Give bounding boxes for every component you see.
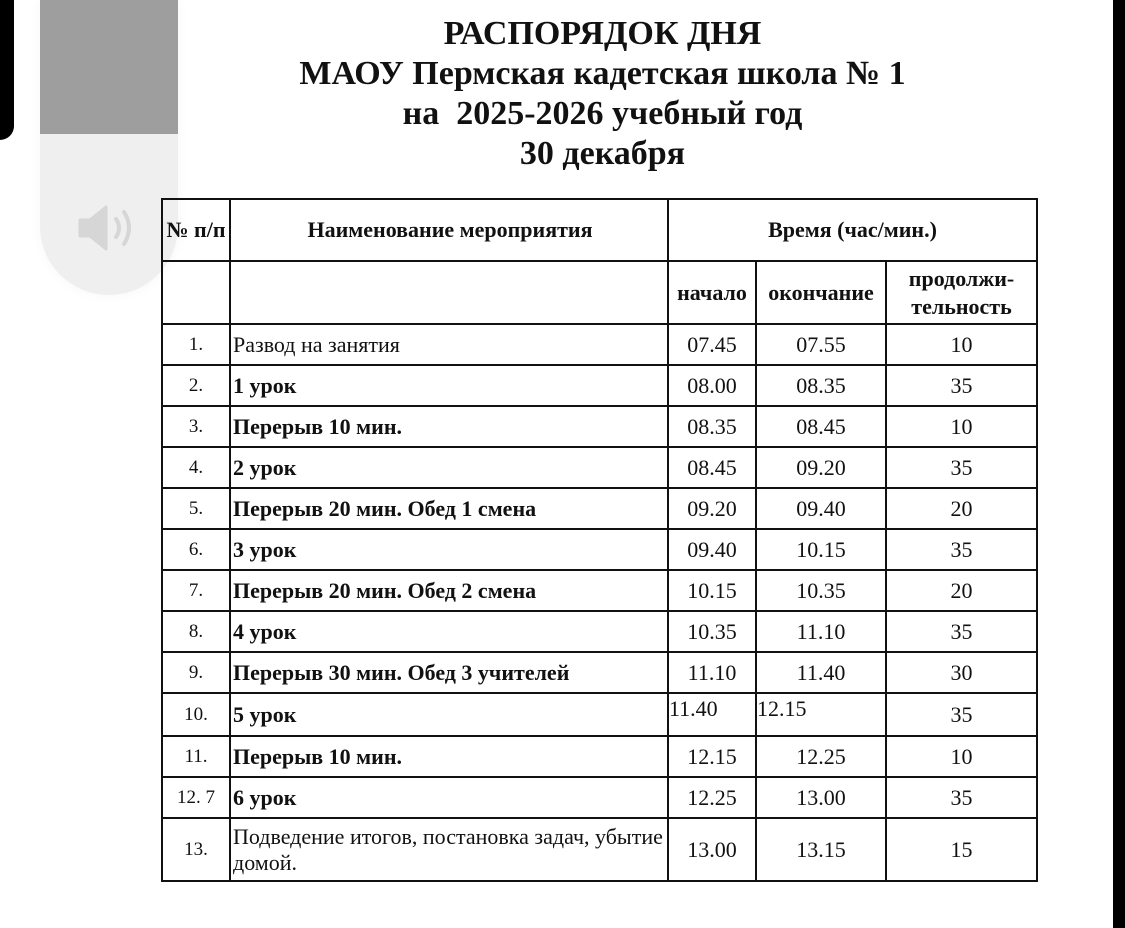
row-duration: 15 — [886, 818, 1037, 881]
row-num: 2. — [162, 365, 230, 406]
row-end: 10.15 — [756, 529, 886, 570]
row-num: 5. — [162, 488, 230, 529]
row-start: 11.10 — [668, 652, 756, 693]
row-name: 2 урок — [230, 447, 668, 488]
row-start: 12.25 — [668, 777, 756, 818]
table-row — [162, 365, 1037, 406]
row-start: 08.00 — [668, 365, 756, 406]
table-row — [162, 406, 1037, 447]
row-num: 3. — [162, 406, 230, 447]
row-num: 9. — [162, 652, 230, 693]
row-duration: 10 — [886, 406, 1037, 447]
row-start: 08.35 — [668, 406, 756, 447]
header-duration: продолжи-тельность — [886, 261, 1037, 324]
row-start: 07.45 — [668, 324, 756, 365]
table-row — [162, 818, 1037, 881]
table-row — [162, 447, 1037, 488]
volume-level-bar[interactable] — [40, 0, 178, 134]
row-duration: 20 — [886, 570, 1037, 611]
photo-edge-right — [1113, 0, 1125, 928]
table-row — [162, 777, 1037, 818]
row-end: 10.35 — [756, 570, 886, 611]
header-start: начало — [668, 261, 756, 324]
subheader-empty-num — [162, 261, 230, 324]
row-end: 11.10 — [756, 611, 886, 652]
row-duration: 35 — [886, 529, 1037, 570]
title-line-3: на 2025-2026 учебный год — [402, 95, 803, 132]
row-name: Перерыв 20 мин. Обед 2 смена — [230, 570, 668, 611]
row-num: 4. — [162, 447, 230, 488]
row-end: 08.45 — [756, 406, 886, 447]
row-duration: 35 — [886, 777, 1037, 818]
row-name: Перерыв 20 мин. Обед 1 смена — [230, 488, 668, 529]
speaker-volume-icon[interactable] — [76, 203, 140, 253]
table-row — [162, 736, 1037, 777]
subheader-empty-name — [230, 261, 668, 324]
title-line-4: 30 декабря — [519, 135, 686, 172]
row-duration: 20 — [886, 488, 1037, 529]
row-start: 09.20 — [668, 488, 756, 529]
row-num: 11. — [162, 736, 230, 777]
row-duration: 35 — [886, 365, 1037, 406]
row-end: 13.15 — [756, 818, 886, 881]
table-row — [162, 324, 1037, 365]
row-end: 07.55 — [756, 324, 886, 365]
row-start: 13.00 — [668, 818, 756, 881]
table-row — [162, 693, 1037, 736]
photo-edge-left — [0, 0, 14, 140]
row-end: 08.35 — [756, 365, 886, 406]
table-row — [162, 570, 1037, 611]
row-end: 12.25 — [756, 736, 886, 777]
header-time: Время (час/мин.) — [668, 199, 1037, 261]
header-num: № п/п — [162, 199, 230, 261]
row-num: 8. — [162, 611, 230, 652]
row-end: 12.15 — [756, 693, 886, 736]
row-name: Подведение итогов, постановка задач, убытие домой. — [230, 818, 668, 881]
row-duration: 10 — [886, 736, 1037, 777]
row-start: 12.15 — [668, 736, 756, 777]
row-name: Перерыв 10 мин. — [230, 736, 668, 777]
table-row — [162, 529, 1037, 570]
row-name: Развод на занятия — [230, 324, 668, 365]
row-duration: 35 — [886, 611, 1037, 652]
row-duration: 35 — [886, 693, 1037, 736]
row-num: 1. — [162, 324, 230, 365]
table-row — [162, 652, 1037, 693]
row-duration: 10 — [886, 324, 1037, 365]
row-start: 08.45 — [668, 447, 756, 488]
row-name: 1 урок — [230, 365, 668, 406]
row-end: 11.40 — [756, 652, 886, 693]
document-title — [200, 14, 1005, 174]
row-duration: 35 — [886, 447, 1037, 488]
table-row — [162, 488, 1037, 529]
row-end: 13.00 — [756, 777, 886, 818]
row-name: Перерыв 30 мин. Обед 3 учителей — [230, 652, 668, 693]
row-num: 13. — [162, 818, 230, 881]
row-name: 6 урок — [230, 777, 668, 818]
row-name: 5 урок — [230, 693, 668, 736]
table-row — [162, 611, 1037, 652]
row-name: Перерыв 10 мин. — [230, 406, 668, 447]
row-num: 10. — [162, 693, 230, 736]
row-start: 10.15 — [668, 570, 756, 611]
row-name: 4 урок — [230, 611, 668, 652]
row-num: 7. — [162, 570, 230, 611]
title-line-2: МАОУ Пермская кадетская школа № 1 — [299, 55, 906, 92]
row-duration: 30 — [886, 652, 1037, 693]
header-row — [162, 199, 1037, 261]
header-end: окончание — [756, 261, 886, 324]
row-start: 09.40 — [668, 529, 756, 570]
row-end: 09.40 — [756, 488, 886, 529]
title-line-1: РАСПОРЯДОК ДНЯ — [443, 15, 762, 52]
row-num: 6. — [162, 529, 230, 570]
row-end: 09.20 — [756, 447, 886, 488]
row-start: 10.35 — [668, 611, 756, 652]
header-name: Наименование мероприятия — [230, 199, 668, 261]
row-num: 12. 7 — [162, 777, 230, 818]
schedule-table — [161, 198, 1038, 882]
row-name: 3 урок — [230, 529, 668, 570]
subheader-row — [162, 261, 1037, 324]
row-start: 11.40 — [668, 693, 756, 736]
